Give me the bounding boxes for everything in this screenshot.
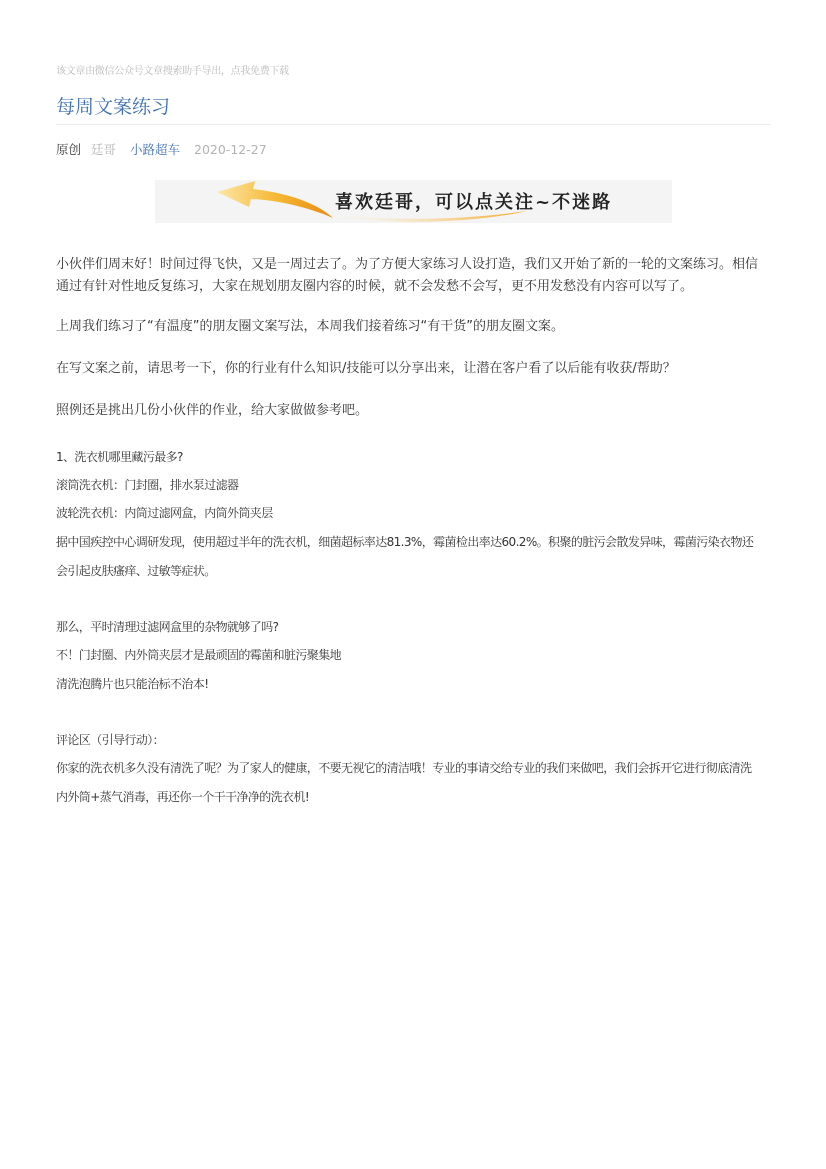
original-tag: 原创 <box>56 142 82 157</box>
example-research-line: 据中国疾控中心调研发现，使用超过半年的洗衣机，细菌超标率达81.3%，霉菌检出率达60.2%。积聚的脏污会散发异味，霉菌污染衣物还 <box>56 535 754 549</box>
author-name: 廷哥 <box>91 142 117 157</box>
example-heading: 1、洗衣机哪里藏污最多? <box>56 450 183 464</box>
question-paragraph: 在写文案之前，请思考一下，你的行业有什么知识/技能可以分享出来，让潜在客户看了以后能有收获/帮助？ <box>56 361 676 376</box>
example-tablet-line: 清洗泡腾片也只能治标不治本! <box>56 677 209 691</box>
example-wave-line: 波轮洗衣机：内筒过滤网盒，内筒外筒夹层 <box>56 506 273 520</box>
title-divider <box>56 124 770 125</box>
intro-paragraph: 小伙伴们周末好！时间过得飞快，又是一周过去了。为了方便大家练习人设打造，我们又开始了新的一轮的文案练习。相信通过有针对性地反复练习，大家在规划朋友圈内容的时候，就不会发愁不会写，更不用发愁没有内容可以写了。 <box>56 257 759 294</box>
publish-date: 2020-12-27 <box>194 142 267 157</box>
example-answer-line: 不！门封圈、内外筒夹层才是最顽固的霉菌和脏污聚集地 <box>56 648 342 662</box>
cta-line: 内外筒+蒸气消毒，再还你一个干干净净的洗衣机! <box>56 790 310 804</box>
last-week-paragraph: 上周我们练习了“有温度”的朋友圈文案写法，本周我们接着练习“有干货”的朋友圈文案。 <box>56 319 564 334</box>
cta-label: 评论区（引导行动）： <box>56 733 165 747</box>
account-link[interactable]: 小路超车 <box>130 142 181 157</box>
cta-line: 你家的洗衣机多久没有清洗了呢？为了家人的健康，不要无视它的清洁哦！专业的事请交给专业的我们来做吧，我们会拆开它进行彻底清洗 <box>56 761 752 775</box>
examples-intro-paragraph: 照例还是挑出几份小伙伴的作业，给大家做做参考吧。 <box>56 403 369 418</box>
banner-caption: 喜欢廷哥，可以点关注~不迷路 <box>335 192 613 213</box>
article-meta <box>56 140 267 158</box>
example-research-line: 会引起皮肤瘙痒、过敏等症状。 <box>56 564 216 578</box>
follow-banner-image <box>155 180 672 223</box>
example-ask-line: 那么，平时清理过滤网盒里的杂物就够了吗? <box>56 620 279 634</box>
export-note-link[interactable]: 该文章由微信公众号文章搜索助手导出，点我免费下载 <box>56 66 289 77</box>
example-drum-line: 滚筒洗衣机：门封圈，排水泵过滤器 <box>56 478 239 492</box>
article-title: 每周文案练习 <box>56 96 171 118</box>
